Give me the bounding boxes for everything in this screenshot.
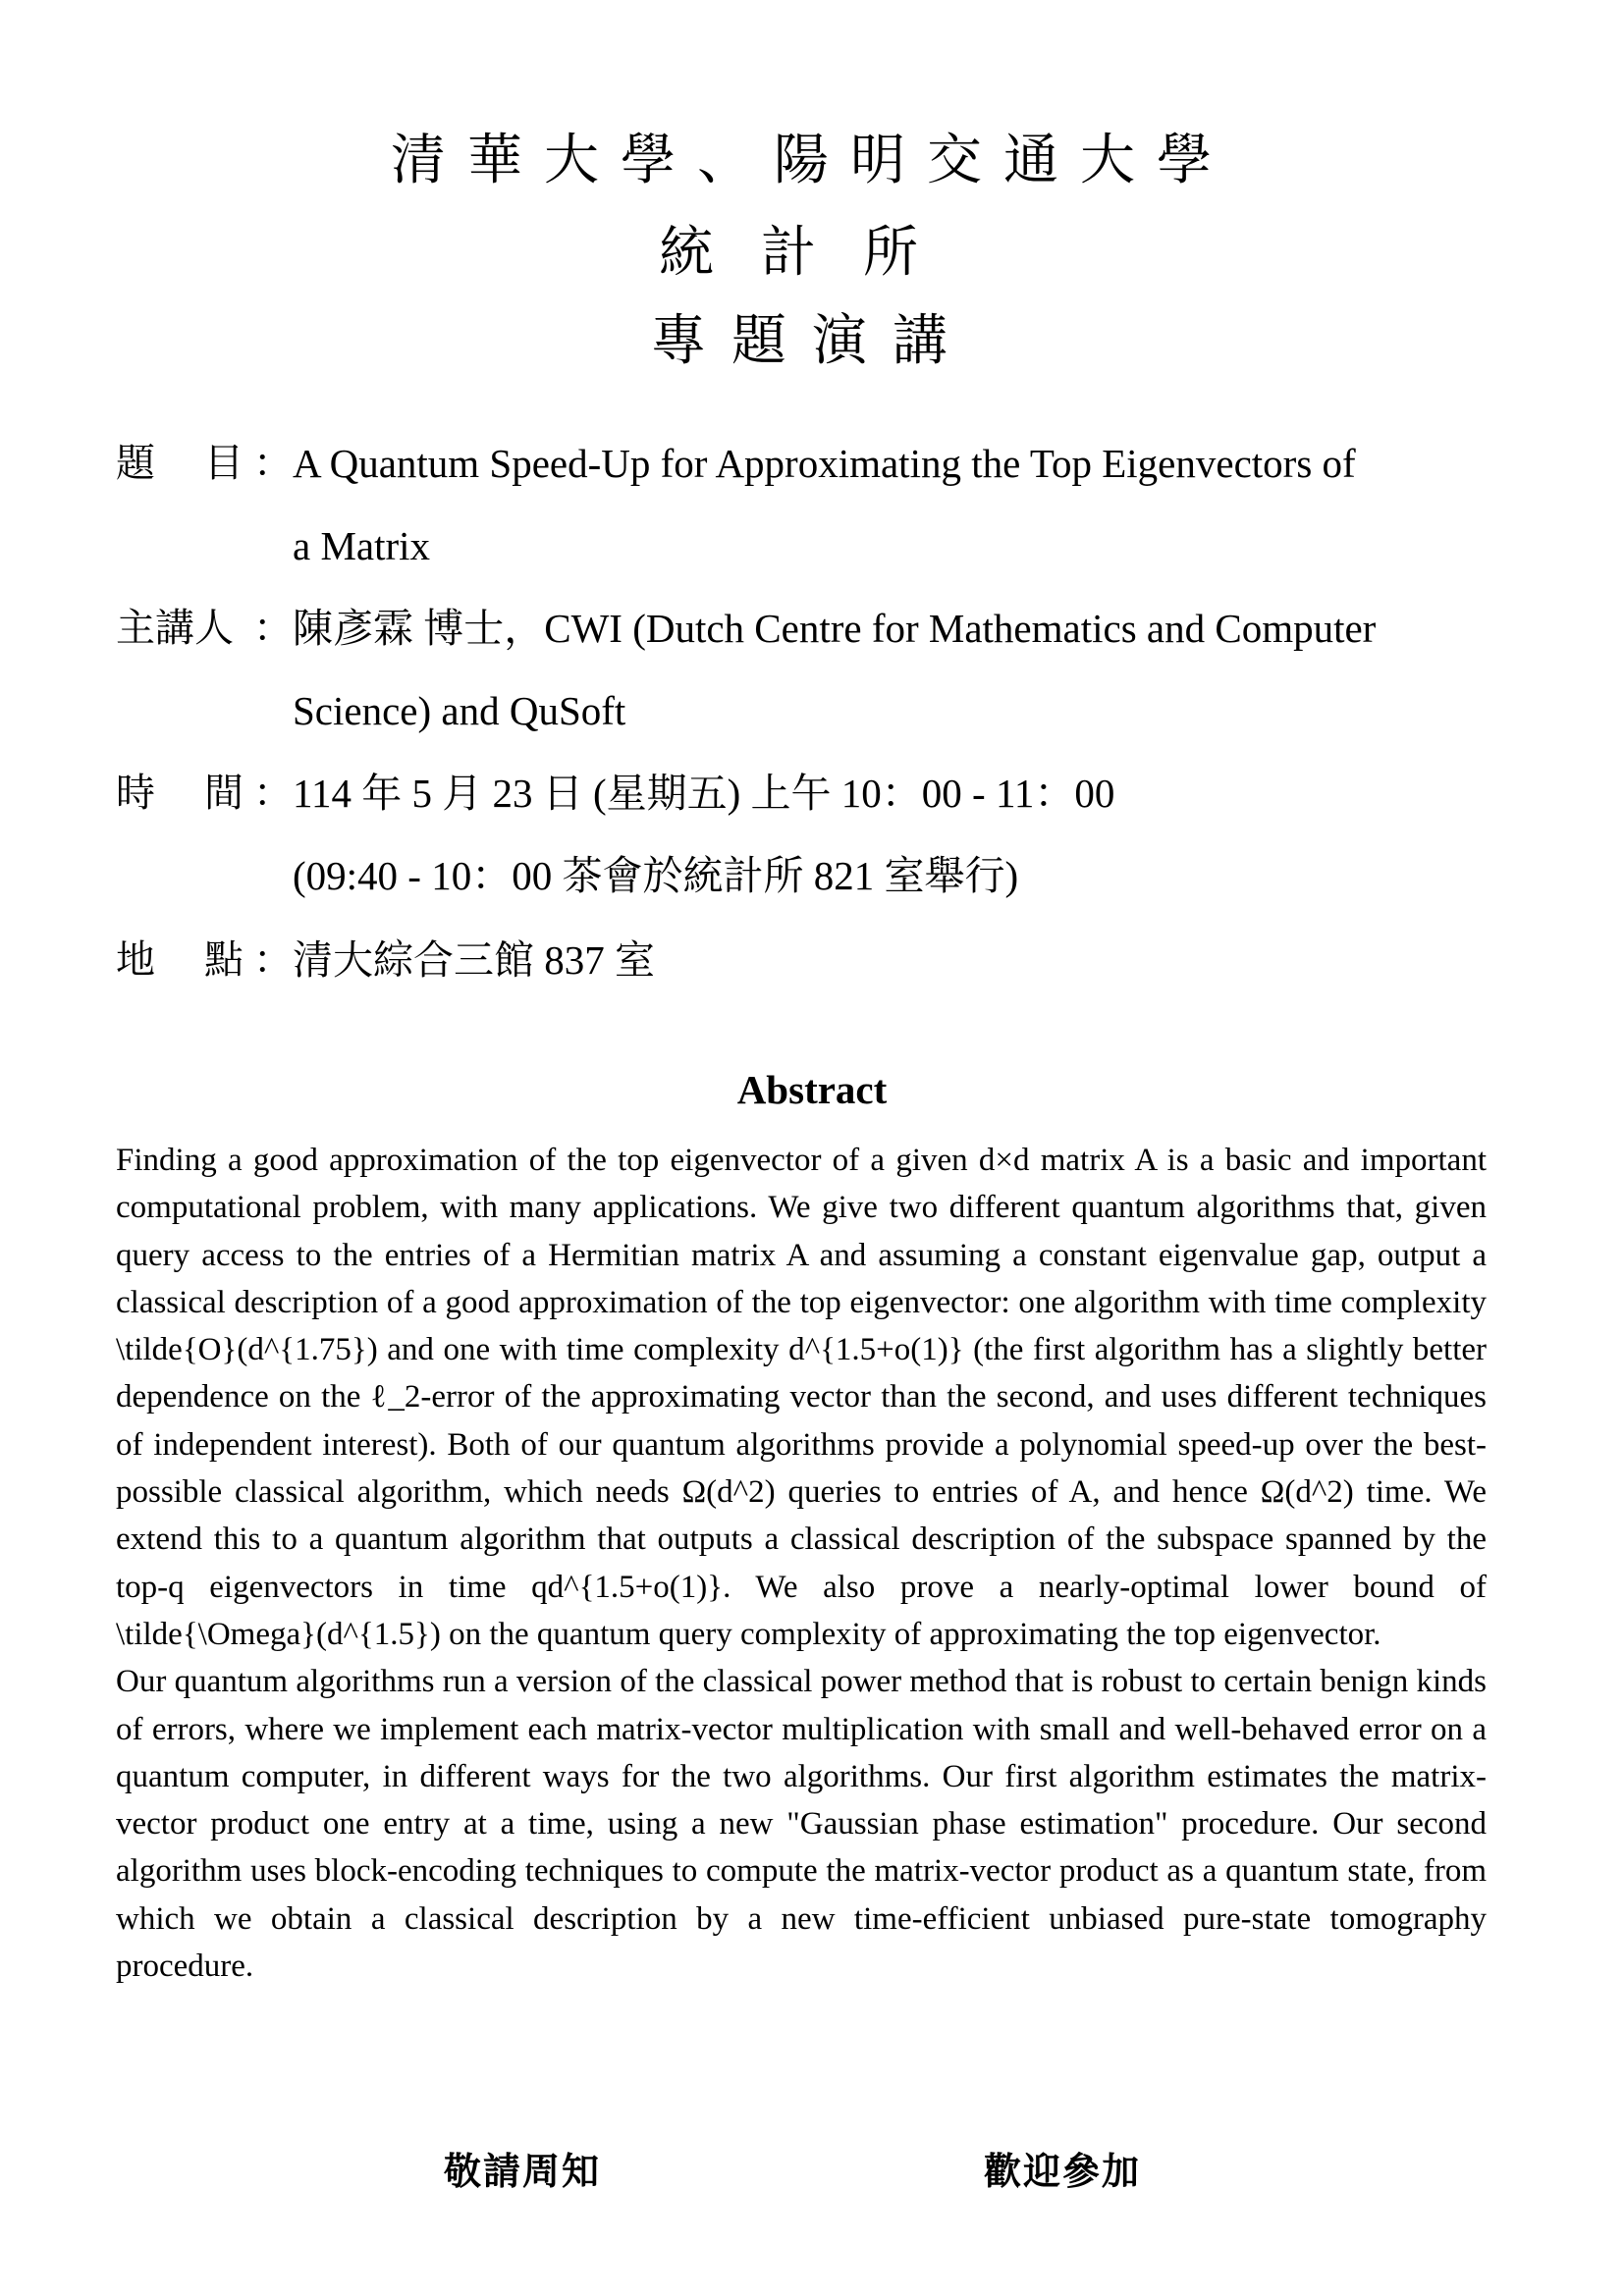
time-label-a: 時: [116, 771, 155, 816]
schools-heading: 清華大學、陽明交通大學: [391, 129, 1233, 192]
talk-title: A Quantum Speed-Up for Approximating the Top Eigenvectors of: [293, 441, 1356, 486]
talk-time: 114 年 5 月 23 日 (星期五) 上午 10：00 - 11：00: [293, 771, 1115, 816]
event-heading: 專題演講: [651, 309, 973, 373]
abstract-body: [116, 1137, 1487, 1990]
location-label: [116, 931, 244, 989]
abstract-heading: Abstract: [736, 1067, 888, 1112]
title-colon: ：: [253, 441, 293, 486]
abstract-paragraph-1: Finding a good approximation of the top eigenvector of a given d×d matrix A is a basic and important computational problem, with many applications. We give two different quantum algorithms that, given query access to the entries of a Hermitian matrix A and assuming a constant eigenvalue gap, output a classical description of a good approximation of the top eigenvector: one algorithm with time complexity \tilde{O}(d^{1.75}) and one with time complexity d^{1.5+o(1)} (the first algorithm has a slightly better dependence on the ℓ_2-error of the approximating vector than the second, and uses different techniques of independent interest). Both of our quantum algorithms provide a polynomial speed-up over the best-possible classical algorithm, which needs Ω(d^2) queries to entries of A, and hence Ω(d^2) time. We extend this to a quantum algorithm that outputs a classical description of the subspace spanned by the top-q eigenvectors in time qd^{1.5+o(1)}. We also prove a nearly-optimal lower bound of \tilde{\Omega}(d^{1.5}) on the quantum query complexity of approximating the top eigenvector.: [116, 1143, 1487, 1652]
info-row-location: [116, 931, 1490, 989]
title-label-b: 目: [204, 441, 244, 486]
speaker-affiliation-cont: Science) and QuSoft: [293, 688, 626, 733]
speaker-label: 主講人: [116, 606, 234, 651]
footer-welcome: 歡迎參加: [984, 2149, 1142, 2193]
header-event: [0, 310, 1624, 373]
title-label: [116, 434, 244, 493]
footer-notice: 敬請周知: [444, 2149, 602, 2193]
info-row-speaker: [116, 599, 1490, 658]
title-label-a: 題: [116, 441, 155, 486]
header-institute: [0, 222, 1624, 285]
tea-time: (09:40 - 10：00 茶會於統計所 821 室舉行): [293, 853, 1019, 898]
abstract-paragraph-2: Our quantum algorithms run a version of the classical power method that is robust to certain benign kinds of errors, where we implement each matrix-vector multiplication with small and well-behaved error on a quantum computer, in different ways for the two algorithms. Our first algorithm estimates the matrix-vector product one entry at a time, using a new "Gaussian phase estimation" procedure. Our second algorithm uses block-encoding techniques to compute the matrix-vector product as a quantum state, from which we obtain a classical description by a new time-efficient unbiased pure-state tomography procedure.: [116, 1664, 1487, 1985]
talk-title-cont: a Matrix: [293, 523, 431, 568]
location-colon: ：: [253, 937, 293, 983]
info-row-time: [116, 764, 1490, 823]
institute-heading: 統計所: [659, 221, 965, 285]
speaker-colon: ：: [253, 606, 293, 651]
speaker-name: 陳彥霖 博士，CWI (Dutch Centre for Mathematics and Computer: [293, 606, 1377, 651]
header-schools: [0, 130, 1624, 192]
location-label-a: 地: [116, 937, 155, 983]
time-label-b: 間: [204, 771, 244, 816]
info-row-title: [116, 434, 1490, 493]
location-label-b: 點: [204, 937, 244, 983]
time-colon: ：: [253, 771, 293, 816]
talk-location: 清大綜合三館 837 室: [293, 937, 655, 983]
time-label: [116, 764, 244, 823]
